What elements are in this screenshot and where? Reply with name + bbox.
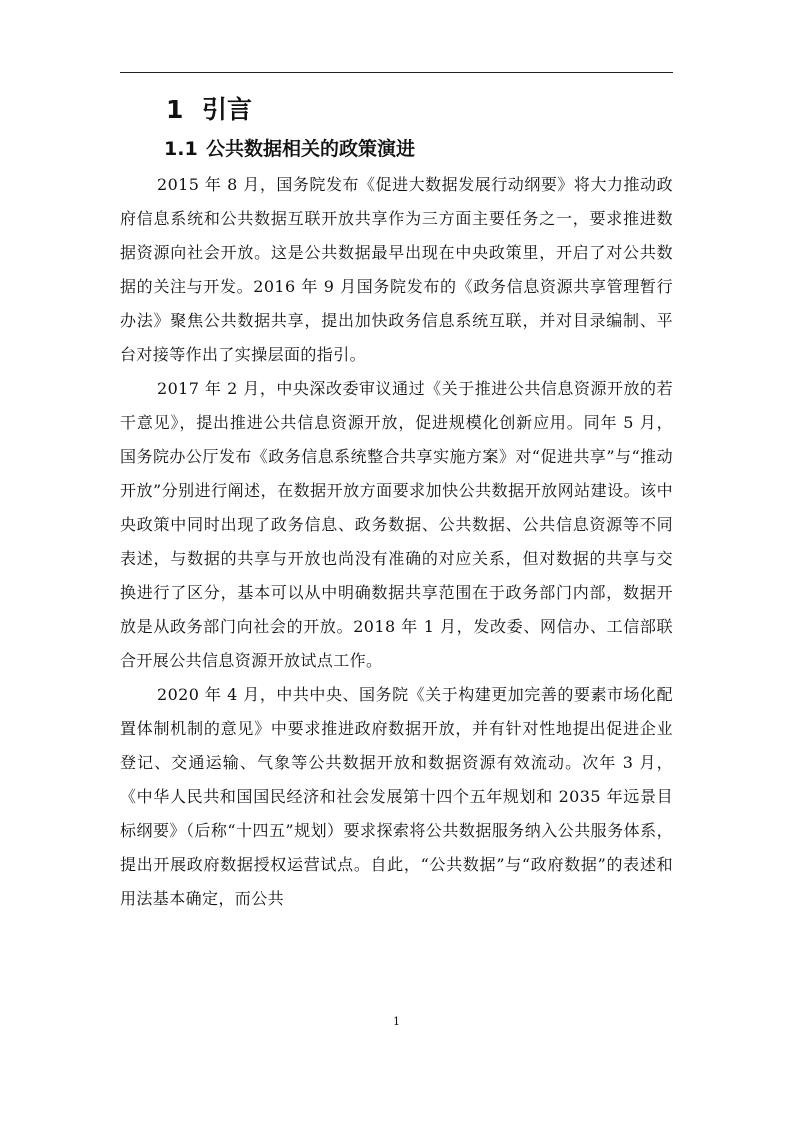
page-content: [120, 90, 673, 916]
chapter-number: 1: [166, 95, 184, 124]
body-paragraph-2: 2017 年 2 月，中央深改委审议通过《关于推进公共信息资源开放的若干意见》，提出推进公共信息资源开放，促进规模化创新应用。同年 5 月，国务院办公厅发布《政务信息系统整合共享实施方案》对“促进共享”与“推动开放”分别进行阐述，在数据开放方面要求加快公共数据开放网站建设。该中央政策中同时出现了政务信息、政务数据、公共数据、公共信息资源等不同表述，与数据的共享与开放也尚没有准确的对应关系，但对数据的共享与交换进行了区分，基本可以从中明确数据共享范围在于政务部门内部，数据开放是从政务部门向社会的开放。2018 年 1 月，发改委、网信办、工信部联合开展公共信息资源开放试点工作。: [120, 379, 673, 670]
section-number: 1.1: [164, 138, 198, 160]
chapter-title: 引言: [202, 95, 253, 124]
chapter-heading: [120, 90, 673, 134]
body-paragraph-1: 2015 年 8 月，国务院发布《促进大数据发展行动纲要》将大力推动政府信息系统和公共数据互联开放共享作为三方面主要任务之一，要求推进数据资源向社会开放。这是公共数据最早出现在中央政策里，开启了对公共数据的关注与开发。2016 年 9 月国务院发布的《政务信息资源共享管理暂行办法》聚焦公共数据共享，提出加快政务信息系统互联，并对目录编制、平台对接等作出了实操层面的指引。: [120, 175, 673, 364]
body-paragraph-3: 2020 年 4 月，中共中央、国务院《关于构建更加完善的要素市场化配置体制机制的意见》中要求推进政府数据开放，并有针对性地提出促进企业登记、交通运输、气象等公共数据开放和数据资源有效流动。次年 3 月，《中华人民共和国国民经济和社会发展第十四个五年规划和 2035 年远景目标纲要》（后称“十四五”规划）要求探索将公共数据服务纳入公共服务体系，提出开展政府数据授权运营试点。自此，“公共数据”与“政府数据”的表述和用法基本确定，而公共: [120, 685, 673, 908]
page-number: 1: [393, 1015, 400, 1028]
section-title: 公共数据相关的政策演进: [206, 138, 416, 160]
header-rule: [120, 72, 673, 73]
section-heading: [120, 134, 673, 168]
